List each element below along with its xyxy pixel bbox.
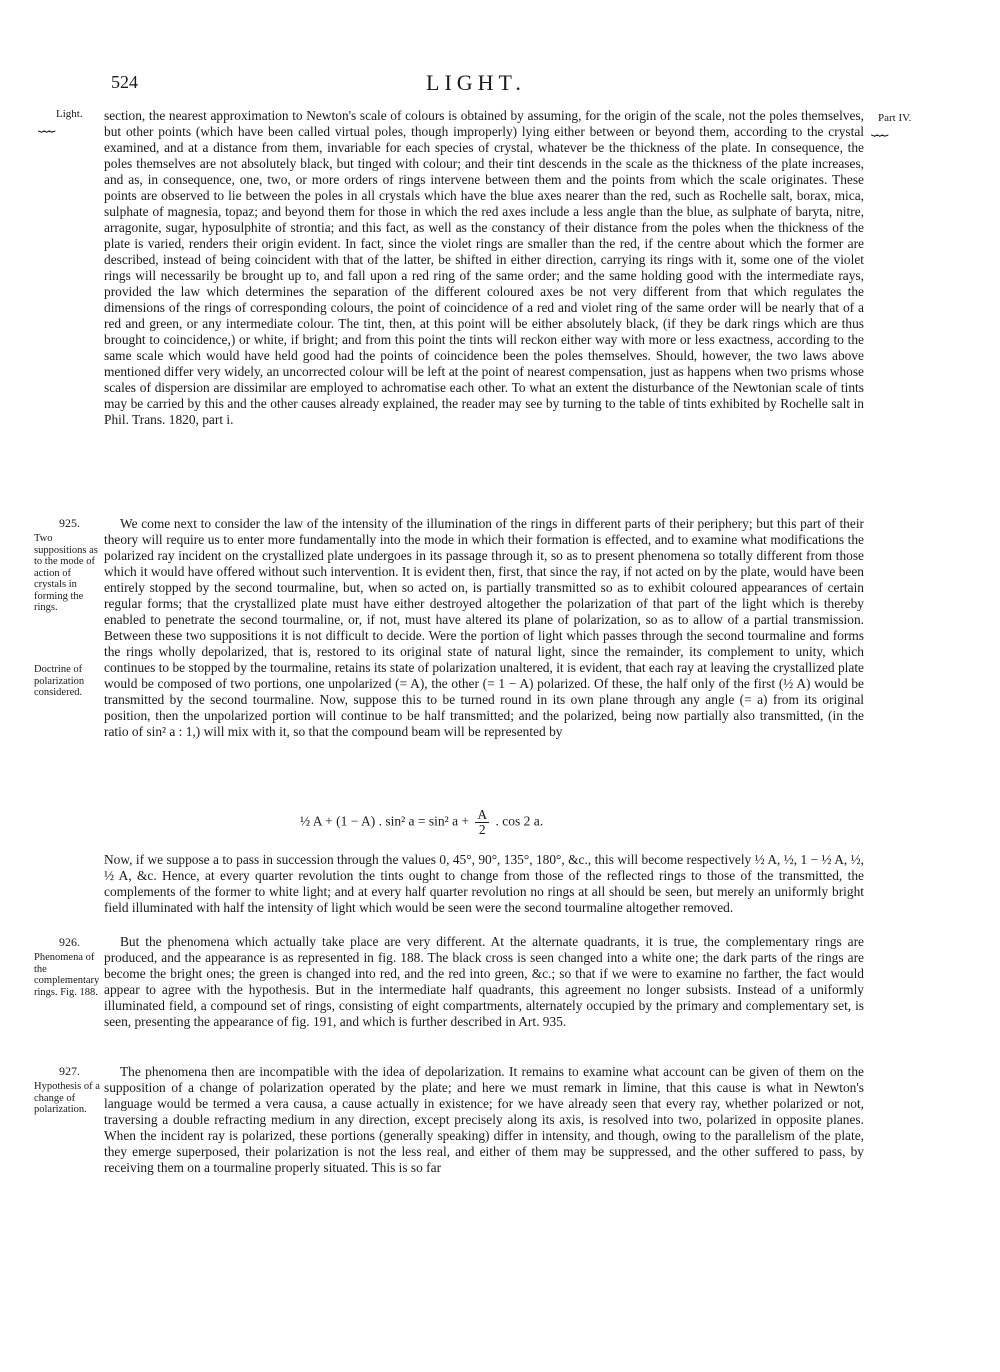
paragraph-925a: We come next to consider the law of the intensity of the illumination of the rings in different parts of their periphery; but this part of their theory will require us to enter more fundamentally into the mode in which their formation is effected, and to examine what modifications the polarized ray incident on the crystallized plate undergoes in its passage through it, so as to present phenomena so totally different from those which it would have offered without such intervention. It is evident then, first, that since the ray, if not acted on by the plate, would have been entirely stopped by the second tourmaline, but, when so acted on, is partially transmitted so as to exhibit coloured appearances of certain regular forms; that the crystallized plate must have either destroyed altogether the polarization of that part of the light which is thereby enabled to penetrate the second tourmaline, or, if not, must have altered its plane of polarization, so as to allow of a partial transmission. Between these two suppositions it is not difficult to decide. Were the portion of light which passes through the second tourmaline and forms the rings wholly depolarized, that is, restored to its original state of natural light, since the remainder, its complement to unity, which continues to be stopped by the tourmaline, retains its state of polarization unaltered, it is evident, that each ray at leaving the crystallized plate would be composed of two portions, one unpolarized (= A), the other (= 1 − A) polarized. Of these, the half only of the first (½ A) would be transmitted by the second tourmaline. Now, suppose this to be turned round in its own plane through any angle (= a) from its original position, then the unpolarized portion will continue to be half transmitted; and the polarized, being now partially also transmitted, (in the ratio of sin² a : 1,) will mix with it, so that the compound beam will be represented by: [104, 516, 864, 739]
article-number-926: 926.: [59, 935, 80, 949]
running-title: LIGHT.: [426, 70, 526, 95]
margin-note-two-suppositions: Two suppositions as to the mode of action of crystals in forming the rings.: [34, 533, 98, 613]
body-column-926: [104, 934, 864, 1030]
formula: [300, 808, 543, 837]
brace-left-icon: ⏟⏟⏟: [38, 118, 54, 132]
body-column-925b: [104, 852, 864, 916]
paragraph-927: The phenomena then are incompatible with the idea of depolarization. It remains to examine what account can be given of them on the supposition of a change of polarization operated by the plate; and here we must remark in limine, that this cause is what in Newton's language would be termed a vera causa, a cause actually in existence; for we have already seen that every ray, whether polarized or not, traversing a double refracting medium in any direction, except precisely along its axis, is resolved into two, polarized in opposite planes. When the incident ray is polarized, these portions (generally speaking) differ in intensity, and though, owing to the parallelism of the plate, they emerge superposed, their polarization is not the less real, and either of them may be suppressed, and the other suffered to pass, by receiving them on a tourmaline properly situated. This is so far: [104, 1064, 864, 1175]
body-column-top: [104, 108, 864, 428]
paragraph-926: But the phenomena which actually take place are very different. At the alternate quadrants, it is true, the complementary rings are produced, and the appearance is as represented in fig. 188. The black cross is seen changed into a white one; the dark parts of the rings are become the bright ones; the green is changed into red, and the red into green, &c.; so that if we were to examine no farther, the fact would appear to agree with the hypothesis. But in the intermediate half quadrants, this agreement no longer subsists. Instead of a uniformly illuminated field, a compound set of rings, consisting of eight compartments, alternately occupied by the primary and complementary set, is seen, presenting the appearance of fig. 191, and which is further described in Art. 935.: [104, 934, 864, 1029]
margin-note-doctrine: Doctrine of polarization considered.: [34, 664, 85, 698]
formula-lhs: ½ A + (1 − A) . sin² a = sin² a +: [300, 813, 470, 829]
page-number: 524: [111, 72, 138, 92]
article-number-925: 925.: [59, 516, 80, 530]
formula-rhs: . cos 2 a.: [495, 813, 544, 829]
body-column-925: [104, 516, 864, 740]
brace-right-icon: ⏟⏟⏟: [871, 122, 887, 136]
formula-fraction-denominator: 2: [478, 822, 486, 837]
article-number-927: 927.: [59, 1064, 80, 1078]
formula-fraction: [475, 808, 489, 837]
body-column-927: [104, 1064, 864, 1176]
side-label-right: Part IV.: [878, 112, 912, 124]
formula-fraction-numerator: A: [477, 807, 488, 822]
paragraph-intro: section, the nearest approximation to Newton's scale of colours is obtained by assuming, for the origin of the scale, not the poles themselves, but other points (which have been called virtual poles, though improperly) lying either between or beyond them, according to the crystal examined, and at a distance from them, invariable for each species of crystal, whatever be the thickness of the plate. In consequence, the poles themselves are not absolutely black, but tinged with colour; and their tint descends in the scale as the thickness of the plate increases, and as, in consequence, one, two, or more orders of rings intervene between them and the points from which the scale originates. These points are observed to lie between the poles in all crystals which have the blue axes nearer than the red, such as Rochelle salt, borax, mica, sulphate of magnesia, topaz; and beyond them for those in which the red axes include a less angle than the blue, as sulphate of baryta, nitre, arragonite, sugar, hyposulphite of strontia; and this fact, as well as the constancy of their distance from the poles when the thickness of the plate is varied, renders their origin evident. In fact, since the violet rings are smaller than the red, if the centre about which the former are described, instead of being coincident with that of the latter, be shifted in either direction, carrying its rings with it, some one of the violet rings will necessarily be brought up to, and fall upon a red ring of the same order; and the same holding good with the intermediate rays, provided the law which determines the separation of the different coloured axes be not very different from that which regulates the dimensions of the rings of corresponding colours, the point of coincidence of a red and violet ring of the same order will be nearly that of a red and green, or any intermediate colour. The tint, then, at this point will be either absolutely black, (if they be dark rings which are thus brought to coincidence,) or white, if bright; and from this point the tints will reckon either way with more or less exactness, according to the same scale which would have held good had the points of coincidence been the poles themselves. Should, however, the two laws above mentioned differ very widely, an uncorrected colour will be left at the point of nearest compensation, just as happens when two prisms whose scales of dispersion are dissimilar are employed to achromatise each other. To what an extent the disturbance of the Newtonian scale of tints may be carried by this and the other causes already explained, the reader may see by turning to the table of tints exhibited by Rochelle salt in Phil. Trans. 1820, part i.: [104, 108, 864, 427]
margin-note-hypothesis: Hypothesis of a change of polarization.: [34, 1081, 100, 1115]
side-label-left: Light.: [56, 108, 83, 120]
paragraph-925b: Now, if we suppose a to pass in succession through the values 0, 45°, 90°, 135°, 180°, &c., this will become respectively ½ A, ½, 1 − ½ A, ½, ½ A, &c. Hence, at every quarter revolution the tints ought to change from those of the reflected rings to those of the transmitted, the complements of the former to white light; and at every half quarter revolution no rings at all should be seen, but merely an uniformly bright field illuminated with half the intensity of light which would be seen were the second tourmaline altogether removed.: [104, 852, 864, 915]
margin-note-complementary: Phenomena of the complementary rings. Fig. 188.: [34, 952, 100, 998]
